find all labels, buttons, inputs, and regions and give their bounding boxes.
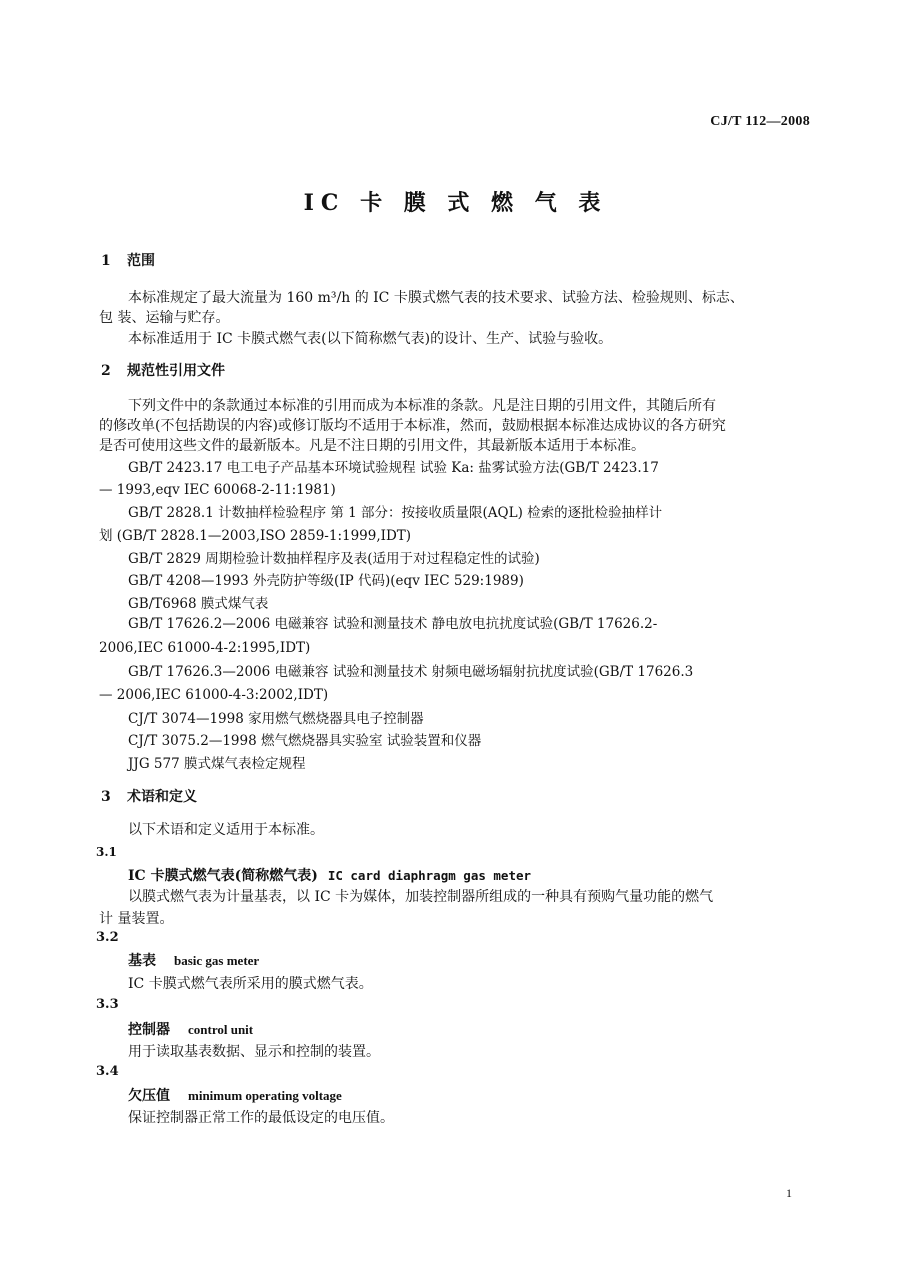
reference-3: GB/T 2829 周期检验计数抽样程序及表(适用于对过程稳定性的试验) xyxy=(128,551,540,567)
terms-intro: 以下术语和定义适用于本标准。 xyxy=(128,822,324,838)
section-3-heading xyxy=(101,786,197,806)
term-chinese: 控制器 xyxy=(128,1022,170,1038)
clause-number: 3.1 xyxy=(96,845,117,859)
scope-paragraph-1-line-2: 包 装、运输与贮存。 xyxy=(99,310,230,326)
section-title: 规范性引用文件 xyxy=(127,363,225,379)
term-3-2-definition: IC 卡膜式燃气表所采用的膜式燃气表。 xyxy=(128,976,373,992)
term-3-4-heading xyxy=(128,1085,342,1105)
reference-6-line-1: GB/T 17626.2—2006 电磁兼容 试验和测量技术 静电放电抗扰度试验(GB/T 17626.2- xyxy=(128,616,658,632)
document-title: IC 卡 膜 式 燃 气 表 xyxy=(303,190,608,216)
reference-5: GB/T6968 膜式煤气表 xyxy=(128,596,269,612)
section-1-heading xyxy=(101,250,155,270)
scope-paragraph-2: 本标准适用于 IC 卡膜式燃气表(以下简称燃气表)的设计、生产、试验与验收。 xyxy=(128,331,613,347)
normative-intro-line-2: 的修改单(不包括勘误的内容)或修订版均不适用于本标准，然而，鼓励根据本标准达成协议的各方研究 xyxy=(99,418,726,434)
reference-1-line-2: — 1993,eqv IEC 60068-2-11:1981) xyxy=(99,482,336,498)
clause-number: 3.3 xyxy=(96,997,119,1012)
page-number: 1 xyxy=(786,1186,792,1200)
term-3-1-definition-line-1: 以膜式燃气表为计量基表，以 IC 卡为媒体，加装控制器所组成的一种具有预购气量功能的燃气 xyxy=(128,889,714,905)
reference-2-line-1: GB/T 2828.1 计数抽样检验程序 第 1 部分：按接收质量限(AQL) 检索的逐批检验抽样计 xyxy=(128,505,663,521)
term-chinese: 基表 xyxy=(128,953,156,969)
section-number: 2 xyxy=(101,363,111,379)
section-number: 1 xyxy=(101,253,111,269)
reference-6-line-2: 2006,IEC 61000-4-2:1995,IDT) xyxy=(99,640,311,656)
reference-7-line-2: — 2006,IEC 61000-4-3:2002,IDT) xyxy=(99,687,329,703)
normative-intro-line-1: 下列文件中的条款通过本标准的引用而成为本标准的条款。凡是注日期的引用文件，其随后所有 xyxy=(128,398,716,414)
term-english: basic gas meter xyxy=(174,953,260,968)
term-3-1-heading xyxy=(128,865,531,885)
term-3-1-definition-line-2: 计 量装置。 xyxy=(99,911,174,927)
clause-number: 3.4 xyxy=(96,1064,119,1079)
term-english: IC card diaphragm gas meter xyxy=(327,868,532,883)
reference-9: CJ/T 3075.2—1998 燃气燃烧器具实验室 试验装置和仪器 xyxy=(128,733,482,749)
normative-intro-line-3: 是否可使用这些文件的最新版本。凡是不注日期的引用文件，其最新版本适用于本标准。 xyxy=(99,438,645,454)
section-number: 3 xyxy=(101,789,111,805)
term-3-4-definition: 保证控制器正常工作的最低设定的电压值。 xyxy=(128,1110,394,1126)
reference-2-line-2: 划 (GB/T 2828.1—2003,ISO 2859-1:1999,IDT) xyxy=(99,528,412,544)
section-title: 范围 xyxy=(127,253,155,269)
reference-10: JJG 577 膜式煤气表检定规程 xyxy=(128,756,306,772)
reference-1-line-1: GB/T 2423.17 电工电子产品基本环境试验规程 试验 Ka: 盐雾试验方法(GB/T 2423.17 xyxy=(128,460,659,476)
term-chinese: IC 卡膜式燃气表(简称燃气表) xyxy=(128,868,318,884)
term-3-2-heading xyxy=(128,950,259,970)
section-title: 术语和定义 xyxy=(127,789,197,805)
term-english: minimum operating voltage xyxy=(188,1088,342,1103)
reference-4: GB/T 4208—1993 外壳防护等级(IP 代码)(eqv IEC 529:1989) xyxy=(128,573,524,589)
reference-8: CJ/T 3074—1998 家用燃气燃烧器具电子控制器 xyxy=(128,711,424,727)
section-2-heading xyxy=(101,360,225,380)
scope-paragraph-1-line-1: 本标准规定了最大流量为 160 m³/h 的 IC 卡膜式燃气表的技术要求、试验方法、检验规则、标志、 xyxy=(128,290,744,306)
term-english: control unit xyxy=(188,1022,254,1037)
standard-code: CJ/T 112—2008 xyxy=(710,114,810,129)
term-3-3-definition: 用于读取基表数据、显示和控制的装置。 xyxy=(128,1044,380,1060)
clause-number: 3.2 xyxy=(96,930,119,945)
term-chinese: 欠压值 xyxy=(128,1088,170,1104)
reference-7-line-1: GB/T 17626.3—2006 电磁兼容 试验和测量技术 射频电磁场辐射抗扰度试验(GB/T 17626.3 xyxy=(128,664,694,680)
term-3-3-heading xyxy=(128,1019,253,1039)
